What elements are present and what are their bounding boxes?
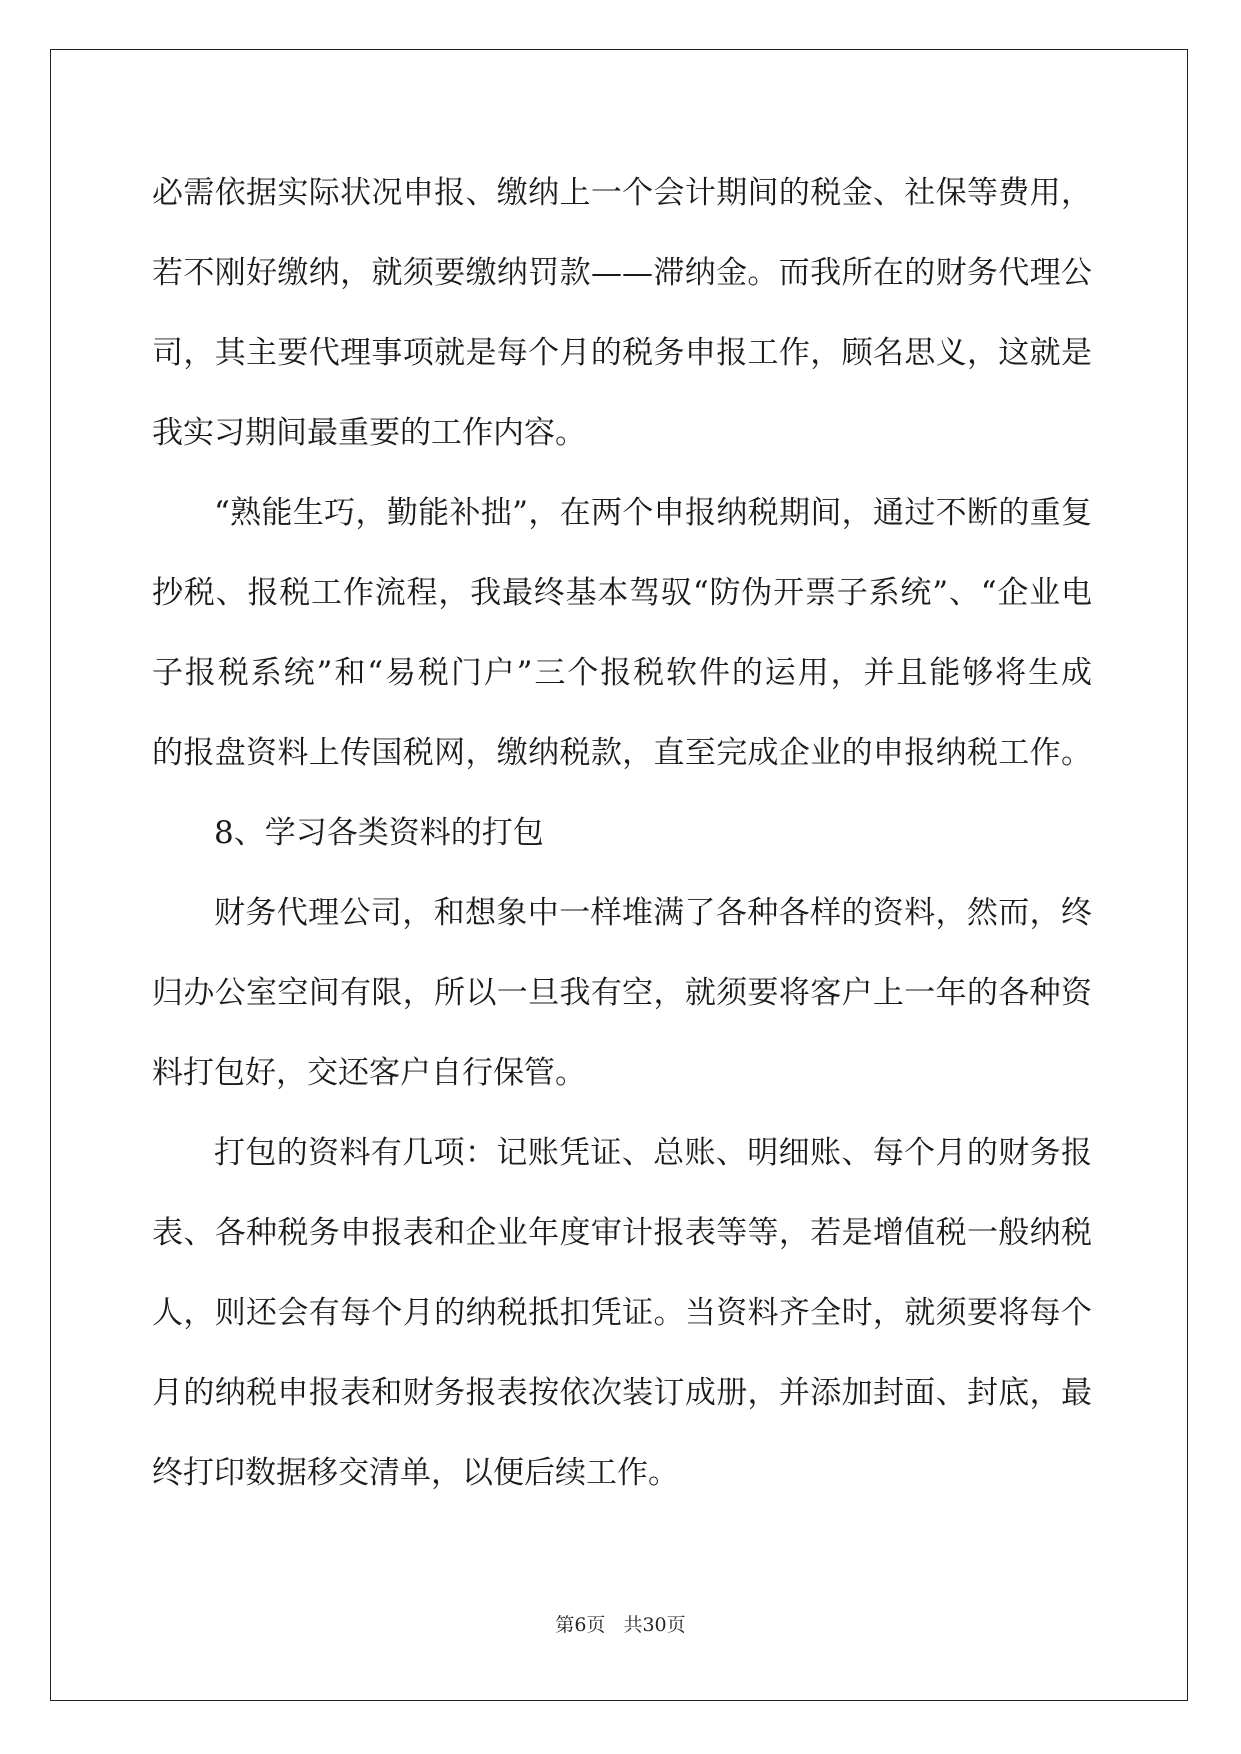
page-total: 共30页 bbox=[623, 1614, 686, 1636]
text-line: 必需依据实际状况申报、缴纳上一个会计期间的税金、社保等费用， bbox=[152, 175, 1092, 211]
text-line: 人，则还会有每个月的纳税抵扣凭证。当资料齐全时，就须要将每个 bbox=[152, 1295, 1092, 1331]
text-line: 子报税系统”和“易税门户”三个报税软件的运用，并且能够将生成 bbox=[152, 655, 1092, 691]
text-line: 的报盘资料上传国税网，缴纳税款，直至完成企业的申报纳税工作。 bbox=[152, 735, 1092, 771]
text-line: 财务代理公司，和想象中一样堆满了各种各样的资料，然而，终 bbox=[214, 895, 1092, 931]
section-heading: 8、学习各类资料的打包 bbox=[214, 815, 544, 851]
text-line: 月的纳税申报表和财务报表按依次装订成册，并添加封面、封底，最 bbox=[152, 1375, 1092, 1411]
document-body bbox=[152, 164, 1092, 1524]
text-line: 抄税、报税工作流程，我最终基本驾驭“防伪开票子系统”、“企业电 bbox=[152, 575, 1092, 611]
page-footer bbox=[0, 1610, 1241, 1637]
page-number: 第6页 bbox=[555, 1614, 606, 1636]
text-line: 表、各种税务申报表和企业年度审计报表等等，若是增值税一般纳税 bbox=[152, 1215, 1092, 1251]
text-line: 料打包好，交还客户自行保管。 bbox=[152, 1055, 586, 1091]
text-line: 我实习期间最重要的工作内容。 bbox=[152, 415, 586, 451]
text-line: “熟能生巧，勤能补拙”，在两个申报纳税期间，通过不断的重复 bbox=[214, 495, 1092, 531]
text-line: 归办公室空间有限，所以一旦我有空，就须要将客户上一年的各种资 bbox=[152, 975, 1092, 1011]
text-line: 若不刚好缴纳，就须要缴纳罚款——滞纳金。而我所在的财务代理公 bbox=[152, 255, 1092, 291]
text-line: 司，其主要代理事项就是每个月的税务申报工作，顾名思义，这就是 bbox=[152, 335, 1092, 371]
text-line: 终打印数据移交清单，以便后续工作。 bbox=[152, 1455, 679, 1491]
text-line: 打包的资料有几项：记账凭证、总账、明细账、每个月的财务报 bbox=[214, 1135, 1092, 1171]
